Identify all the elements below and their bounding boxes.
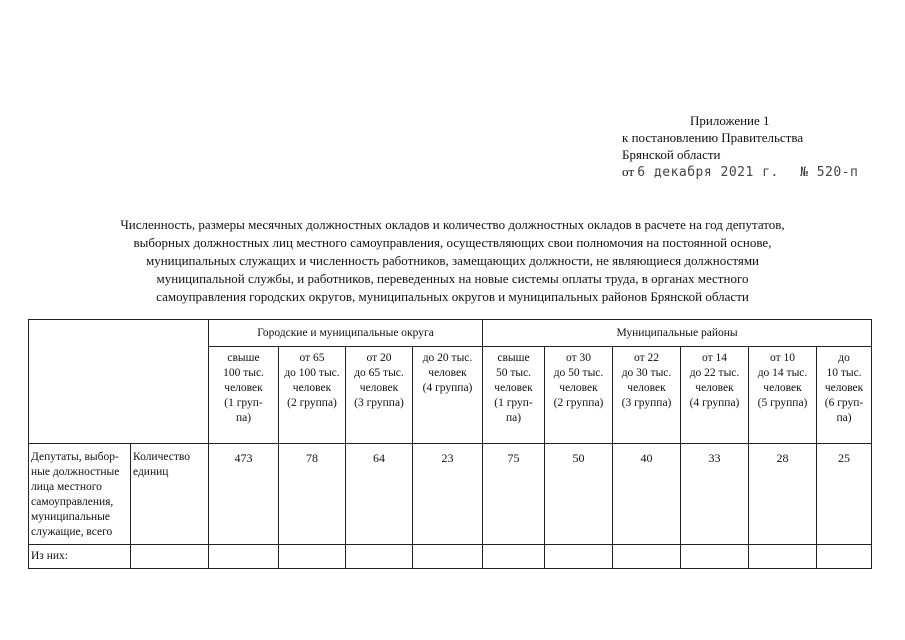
empty-cell xyxy=(817,545,872,569)
empty-cell xyxy=(346,545,413,569)
row-label-of-them: Из них: xyxy=(29,545,131,569)
appendix-title: Приложение 1 xyxy=(690,113,770,128)
row-unit: Количество единиц xyxy=(131,444,209,545)
value-cell: 75 xyxy=(483,444,545,545)
column-header: свыше 50 тыс. человек (1 груп- па) xyxy=(483,347,545,444)
empty-cell xyxy=(545,545,613,569)
title-line-2: выборных должностных лиц местного самоуправления, осуществляющих свои полномочия на постоянной основе, xyxy=(133,235,772,250)
table-row-of-them xyxy=(29,545,872,569)
column-header: от 22 до 30 тыс. человек (3 группа) xyxy=(613,347,681,444)
empty-cell xyxy=(413,545,483,569)
group-header-rayony: Муниципальные районы xyxy=(483,320,872,347)
table-row-deputies xyxy=(29,444,872,545)
column-header: от 65 до 100 тыс. человек (2 группа) xyxy=(279,347,346,444)
column-header: свыше 100 тыс. человек (1 груп- па) xyxy=(209,347,279,444)
title-line-4: муниципальной службы, и работников, переведенных на новые системы оплаты труда, в органах местного xyxy=(156,271,749,286)
header-blank-cell xyxy=(29,320,209,444)
value-cell: 28 xyxy=(749,444,817,545)
appendix-line-2: к постановлению Правительства xyxy=(622,130,804,145)
value-cell: 33 xyxy=(681,444,749,545)
value-cell: 473 xyxy=(209,444,279,545)
data-table xyxy=(28,319,872,569)
empty-cell xyxy=(279,545,346,569)
empty-cell xyxy=(681,545,749,569)
value-cell: 50 xyxy=(545,444,613,545)
value-cell: 64 xyxy=(346,444,413,545)
column-header: до 10 тыс. человек (6 груп- па) xyxy=(817,347,872,444)
appendix-block xyxy=(622,112,858,181)
empty-cell xyxy=(483,545,545,569)
date-prefix: от xyxy=(622,164,635,179)
group-header-row xyxy=(29,320,872,347)
column-header: от 20 до 65 тыс. человек (3 группа) xyxy=(346,347,413,444)
column-header: до 20 тыс. человек (4 группа) xyxy=(413,347,483,444)
title-line-5: самоуправления городских округов, муниципальных округов и муниципальных районов Брянской области xyxy=(156,289,749,304)
empty-cell xyxy=(131,545,209,569)
column-header: от 10 до 14 тыс. человек (5 группа) xyxy=(749,347,817,444)
group-header-okruga: Городские и муниципальные округа xyxy=(209,320,483,347)
empty-cell xyxy=(613,545,681,569)
appendix-date-line xyxy=(622,163,858,181)
document-date: 6 декабря 2021 г. xyxy=(637,165,779,180)
value-cell: 78 xyxy=(279,444,346,545)
column-header: от 30 до 50 тыс. человек (2 группа) xyxy=(545,347,613,444)
empty-cell xyxy=(209,545,279,569)
document-number: № 520-п xyxy=(800,165,859,180)
value-cell: 25 xyxy=(817,444,872,545)
value-cell: 40 xyxy=(613,444,681,545)
title-line-3: муниципальных служащих и численность работников, замещающих должности, не являющиеся должностями xyxy=(145,253,760,268)
row-label-deputies: Депутаты, выбор- ные должностные лица местного самоуправления, муниципальные служащие, всего xyxy=(29,444,131,545)
appendix-line-3: Брянской области xyxy=(622,147,721,162)
empty-cell xyxy=(749,545,817,569)
value-cell: 23 xyxy=(413,444,483,545)
document-title xyxy=(40,216,865,306)
column-header: от 14 до 22 тыс. человек (4 группа) xyxy=(681,347,749,444)
title-line-1: Численность, размеры месячных должностных окладов и количество должностных окладов в расчете на год депутатов, xyxy=(120,217,785,232)
